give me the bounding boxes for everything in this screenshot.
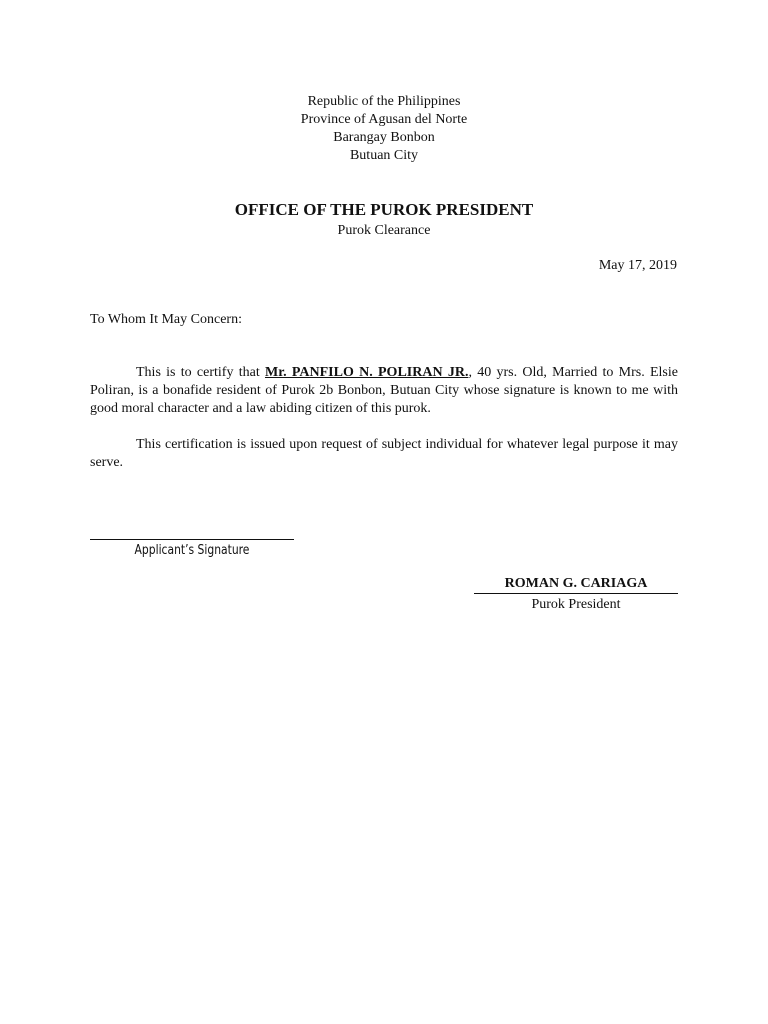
applicant-signature-line bbox=[90, 539, 294, 540]
office-title: OFFICE OF THE PUROK PRESIDENT bbox=[234, 200, 534, 219]
document-header bbox=[0, 93, 768, 165]
para1-suffix: , 40 yrs. Old, Married to Mrs. Elsie Poliran, is a bonafide resident of Purok 2b Bonbon, Butuan City whose signature is known to me with good moral character and a law abiding citizen of this purok. bbox=[90, 365, 678, 416]
resident-name: Mr. PANFILO N. POLIRAN JR. bbox=[264, 365, 469, 380]
document-date: May 17, 2019 bbox=[598, 258, 677, 273]
president-signature-line bbox=[474, 593, 678, 594]
document-subtitle: Purok Clearance bbox=[337, 223, 431, 238]
applicant-signature-label: Applicant’s Signature bbox=[134, 543, 250, 558]
purpose-paragraph: This certification is issued upon request of subject individual for whatever legal purpose it may serve. bbox=[90, 437, 678, 470]
salutation: To Whom It May Concern: bbox=[90, 312, 242, 327]
header-province: Province of Agusan del Norte bbox=[300, 112, 468, 127]
header-country: Republic of the Philippines bbox=[307, 94, 461, 109]
president-name: ROMAN G. CARIAGA bbox=[504, 576, 648, 591]
para1-prefix: This is to certify that bbox=[136, 365, 265, 380]
president-title: Purok President bbox=[531, 597, 621, 612]
certification-paragraph bbox=[90, 364, 678, 418]
header-barangay: Barangay Bonbon bbox=[333, 130, 435, 145]
header-city: Butuan City bbox=[349, 148, 419, 163]
